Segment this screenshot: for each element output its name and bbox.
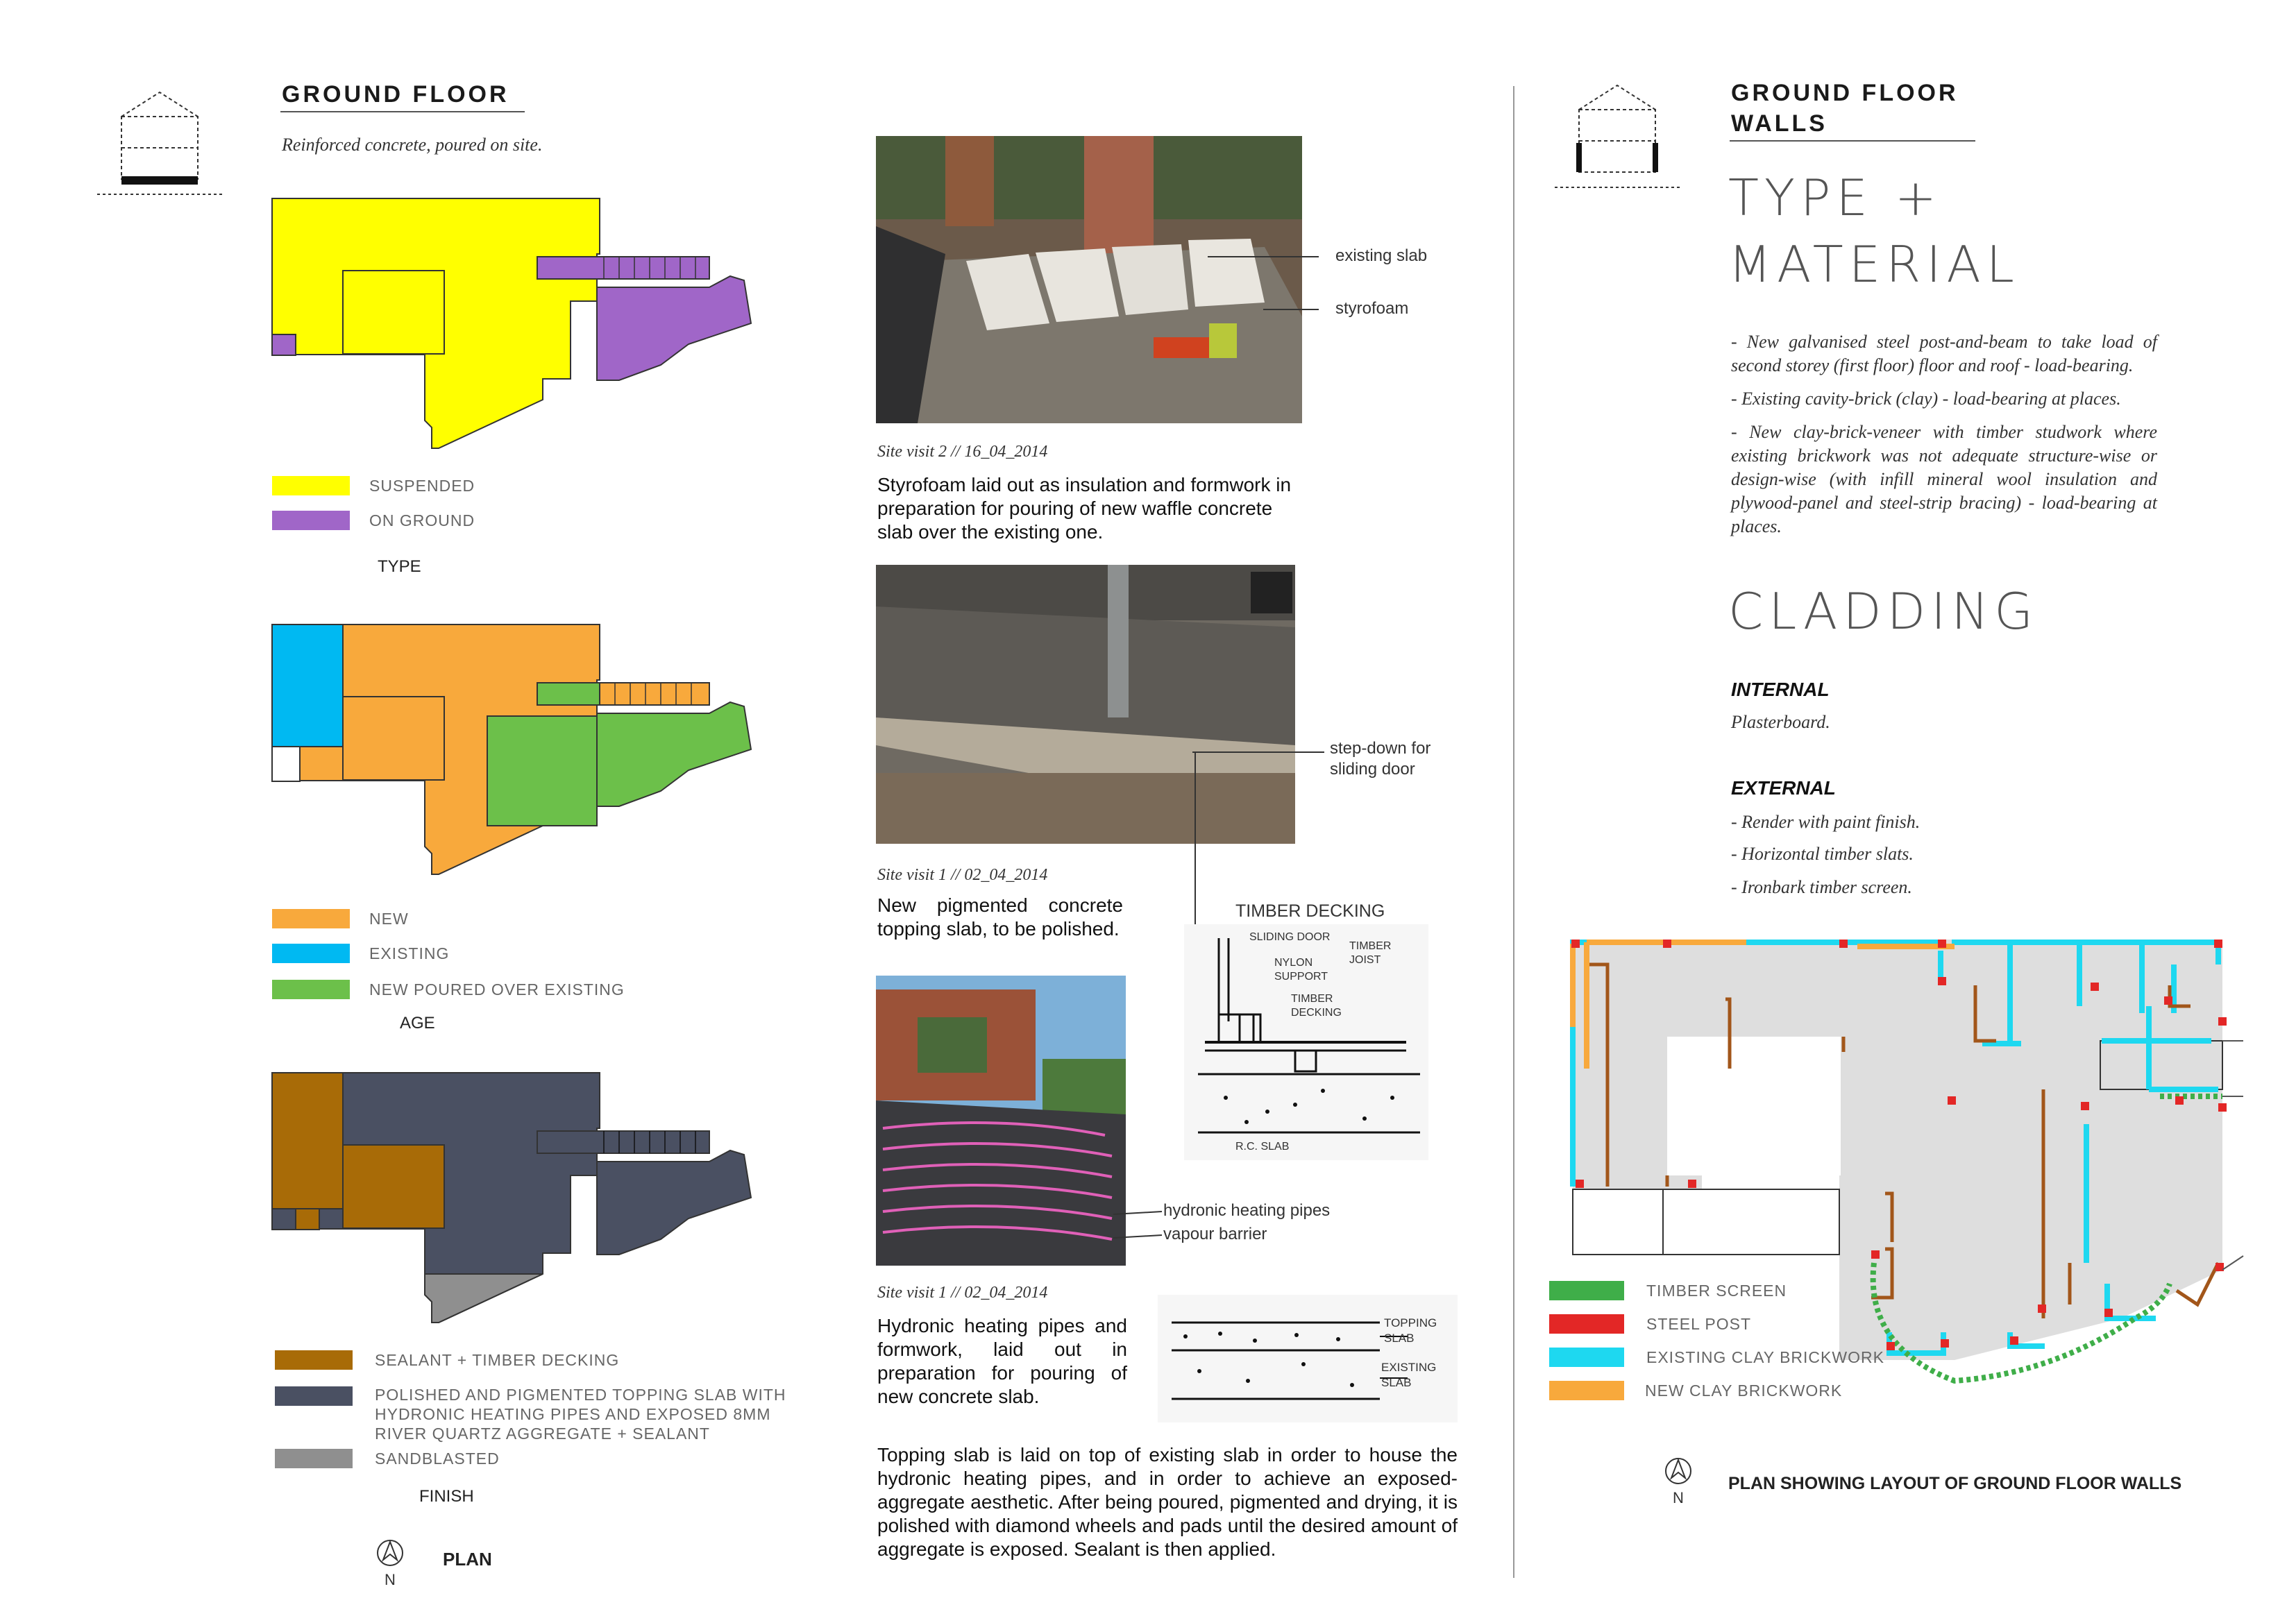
label-hydronic-pipes: hydronic heating pipes [1163, 1201, 1331, 1220]
bullet-steel: - New galvanised steel post-and-beam to take load of second storey (first floor) floor and roof - load-bearing. [1731, 332, 2157, 375]
sketch1-label-nylon: NYLON SUPPORT [1274, 957, 1328, 983]
legend-swatch-steel-post [1549, 1314, 1624, 1334]
sketch1-label-decking: TIMBER DECKING [1291, 993, 1342, 1019]
legend-swatch-on-ground [272, 511, 350, 530]
text-topping-explanation: Topping slab is laid on top of existing slab in order to house the hydronic heating pipes, and in order to achieve an exposed-aggregate aesthetic. After being poured, pigmented and drying, it is polished with diamond wheels and pads until the desired amount of aggregate is exposed. Sealant is then applied. [877, 1444, 1458, 1560]
type-label: TYPE [378, 557, 421, 576]
age-label: AGE [400, 1014, 435, 1033]
external-item-slats: - Horizontal timber slats. [1731, 844, 1914, 864]
legend-label-new-brick: NEW CLAY BRICKWORK [1645, 1382, 1843, 1400]
north-walls-label: N [1673, 1489, 1684, 1506]
plan-finish [272, 1073, 813, 1329]
ground-floor-title: GROUND FLOOR [282, 81, 509, 108]
north-label: N [385, 1571, 396, 1588]
walls-title-line1: GROUND FLOOR [1731, 80, 1959, 106]
label-vapour-barrier: vapour barrier [1163, 1225, 1267, 1243]
text-styrofoam: Styrofoam laid out as insulation and formwork in preparation for pouring of new waffle concrete slab over the existing one. [877, 474, 1292, 543]
legend-swatch-new-brick [1549, 1381, 1624, 1400]
north-arrow-walls-icon [1663, 1456, 1694, 1486]
label-step-down: step-down for sliding door [1330, 739, 1431, 779]
sketch2-label-existing: EXISTING SLAB [1381, 1361, 1437, 1389]
legend-swatch-sandblasted [275, 1449, 353, 1468]
section-house-icon [97, 89, 222, 200]
legend-label-timber-screen: TIMBER SCREEN [1646, 1282, 1787, 1300]
sketch-topping-slab [1158, 1295, 1458, 1422]
internal-text: Plasterboard. [1731, 712, 1830, 732]
legend-label-polished: POLISHED AND PIGMENTED TOPPING SLAB WITH HYDRONIC HEATING PIPES AND EXPOSED 8MM RIVER QUARTZ AGGREGATE + SEALANT [375, 1386, 786, 1443]
legend-swatch-existing [272, 944, 350, 963]
legend-swatch-sealant [275, 1350, 353, 1370]
finish-label: FINISH [419, 1487, 474, 1506]
caption-site-visit-1b: Site visit 1 // 02_04_2014 [877, 1284, 1048, 1302]
sketch1-label-slab: R.C. SLAB [1235, 1141, 1290, 1153]
legend-swatch-suspended [272, 476, 350, 495]
sketch1-label-joist: TIMBER JOIST [1349, 940, 1392, 966]
caption-site-visit-1a: Site visit 1 // 02_04_2014 [877, 866, 1048, 884]
heading-type-material-1: TYPE + [1728, 169, 1943, 227]
legend-label-sandblasted: SANDBLASTED [375, 1450, 500, 1468]
external-label: EXTERNAL [1731, 777, 1836, 799]
legend-label-on-ground: ON GROUND [369, 511, 475, 529]
sketch1-label-sliding-door: SLIDING DOOR [1249, 931, 1331, 943]
photo-hydronic [876, 976, 1126, 1266]
legend-swatch-new [272, 909, 350, 928]
legend-swatch-polished [275, 1386, 353, 1406]
caption-site-visit-2: Site visit 2 // 16_04_2014 [877, 443, 1048, 461]
walls-title-line2: WALLS [1731, 110, 1827, 137]
plan-type-suspended [272, 198, 600, 448]
legend-label-suspended: SUSPENDED [369, 477, 475, 495]
bullet-veneer: - New clay-brick-veneer with timber studwork where existing brickwork was not adequate structure-wise or design-wise (with infill mineral wool insulation and plywood-panel and steel-strip bracing) - load-bearing at places. [1731, 422, 2157, 536]
plan-type [272, 198, 813, 455]
walls-plan-caption: PLAN SHOWING LAYOUT OF GROUND FLOOR WALLS [1728, 1474, 2182, 1493]
legend-swatch-existing-brick [1549, 1348, 1624, 1367]
legend-label-sealant: SEALANT + TIMBER DECKING [375, 1351, 620, 1369]
bullet-cavity-brick: - Existing cavity-brick (clay) - load-bearing at places. [1731, 389, 2121, 409]
text-hydronic: Hydronic heating pipes and formwork, laid out in preparation for pouring of new concrete slab. [877, 1315, 1127, 1407]
internal-label: INTERNAL [1731, 679, 1830, 700]
sketch2-label-topping: TOPPING SLAB [1384, 1316, 1437, 1345]
ground-floor-subtitle: Reinforced concrete, poured on site. [282, 135, 543, 155]
legend-label-new-over-existing: NEW POURED OVER EXISTING [369, 980, 625, 999]
legend-label-existing-brick: EXISTING CLAY BRICKWORK [1646, 1348, 1884, 1366]
sketch1-title: TIMBER DECKING [1235, 901, 1385, 921]
label-styrofoam: styrofoam [1335, 299, 1409, 318]
label-existing-slab: existing slab [1335, 246, 1428, 265]
heading-cladding: CLADDING [1728, 582, 2039, 640]
text-topping-slab: New pigmented concrete topping slab, to be polished. [877, 894, 1123, 940]
section-house-walls-icon [1555, 82, 1680, 193]
page-divider [1513, 86, 1514, 1578]
legend-swatch-new-over-existing [272, 980, 350, 999]
legend-label-steel-post: STEEL POST [1646, 1315, 1752, 1333]
external-item-render: - Render with paint finish. [1731, 812, 1921, 832]
legend-label-existing: EXISTING [369, 944, 450, 962]
legend-label-new: NEW [369, 910, 409, 928]
plan-type-on-ground [597, 276, 751, 380]
heading-type-material-2: MATERIAL [1728, 235, 2020, 294]
legend-swatch-timber-screen [1549, 1281, 1624, 1300]
plan-label: PLAN [443, 1549, 492, 1570]
plan-age [272, 624, 813, 881]
north-arrow-icon [375, 1538, 405, 1568]
external-item-screen: - Ironbark timber screen. [1731, 877, 1912, 897]
